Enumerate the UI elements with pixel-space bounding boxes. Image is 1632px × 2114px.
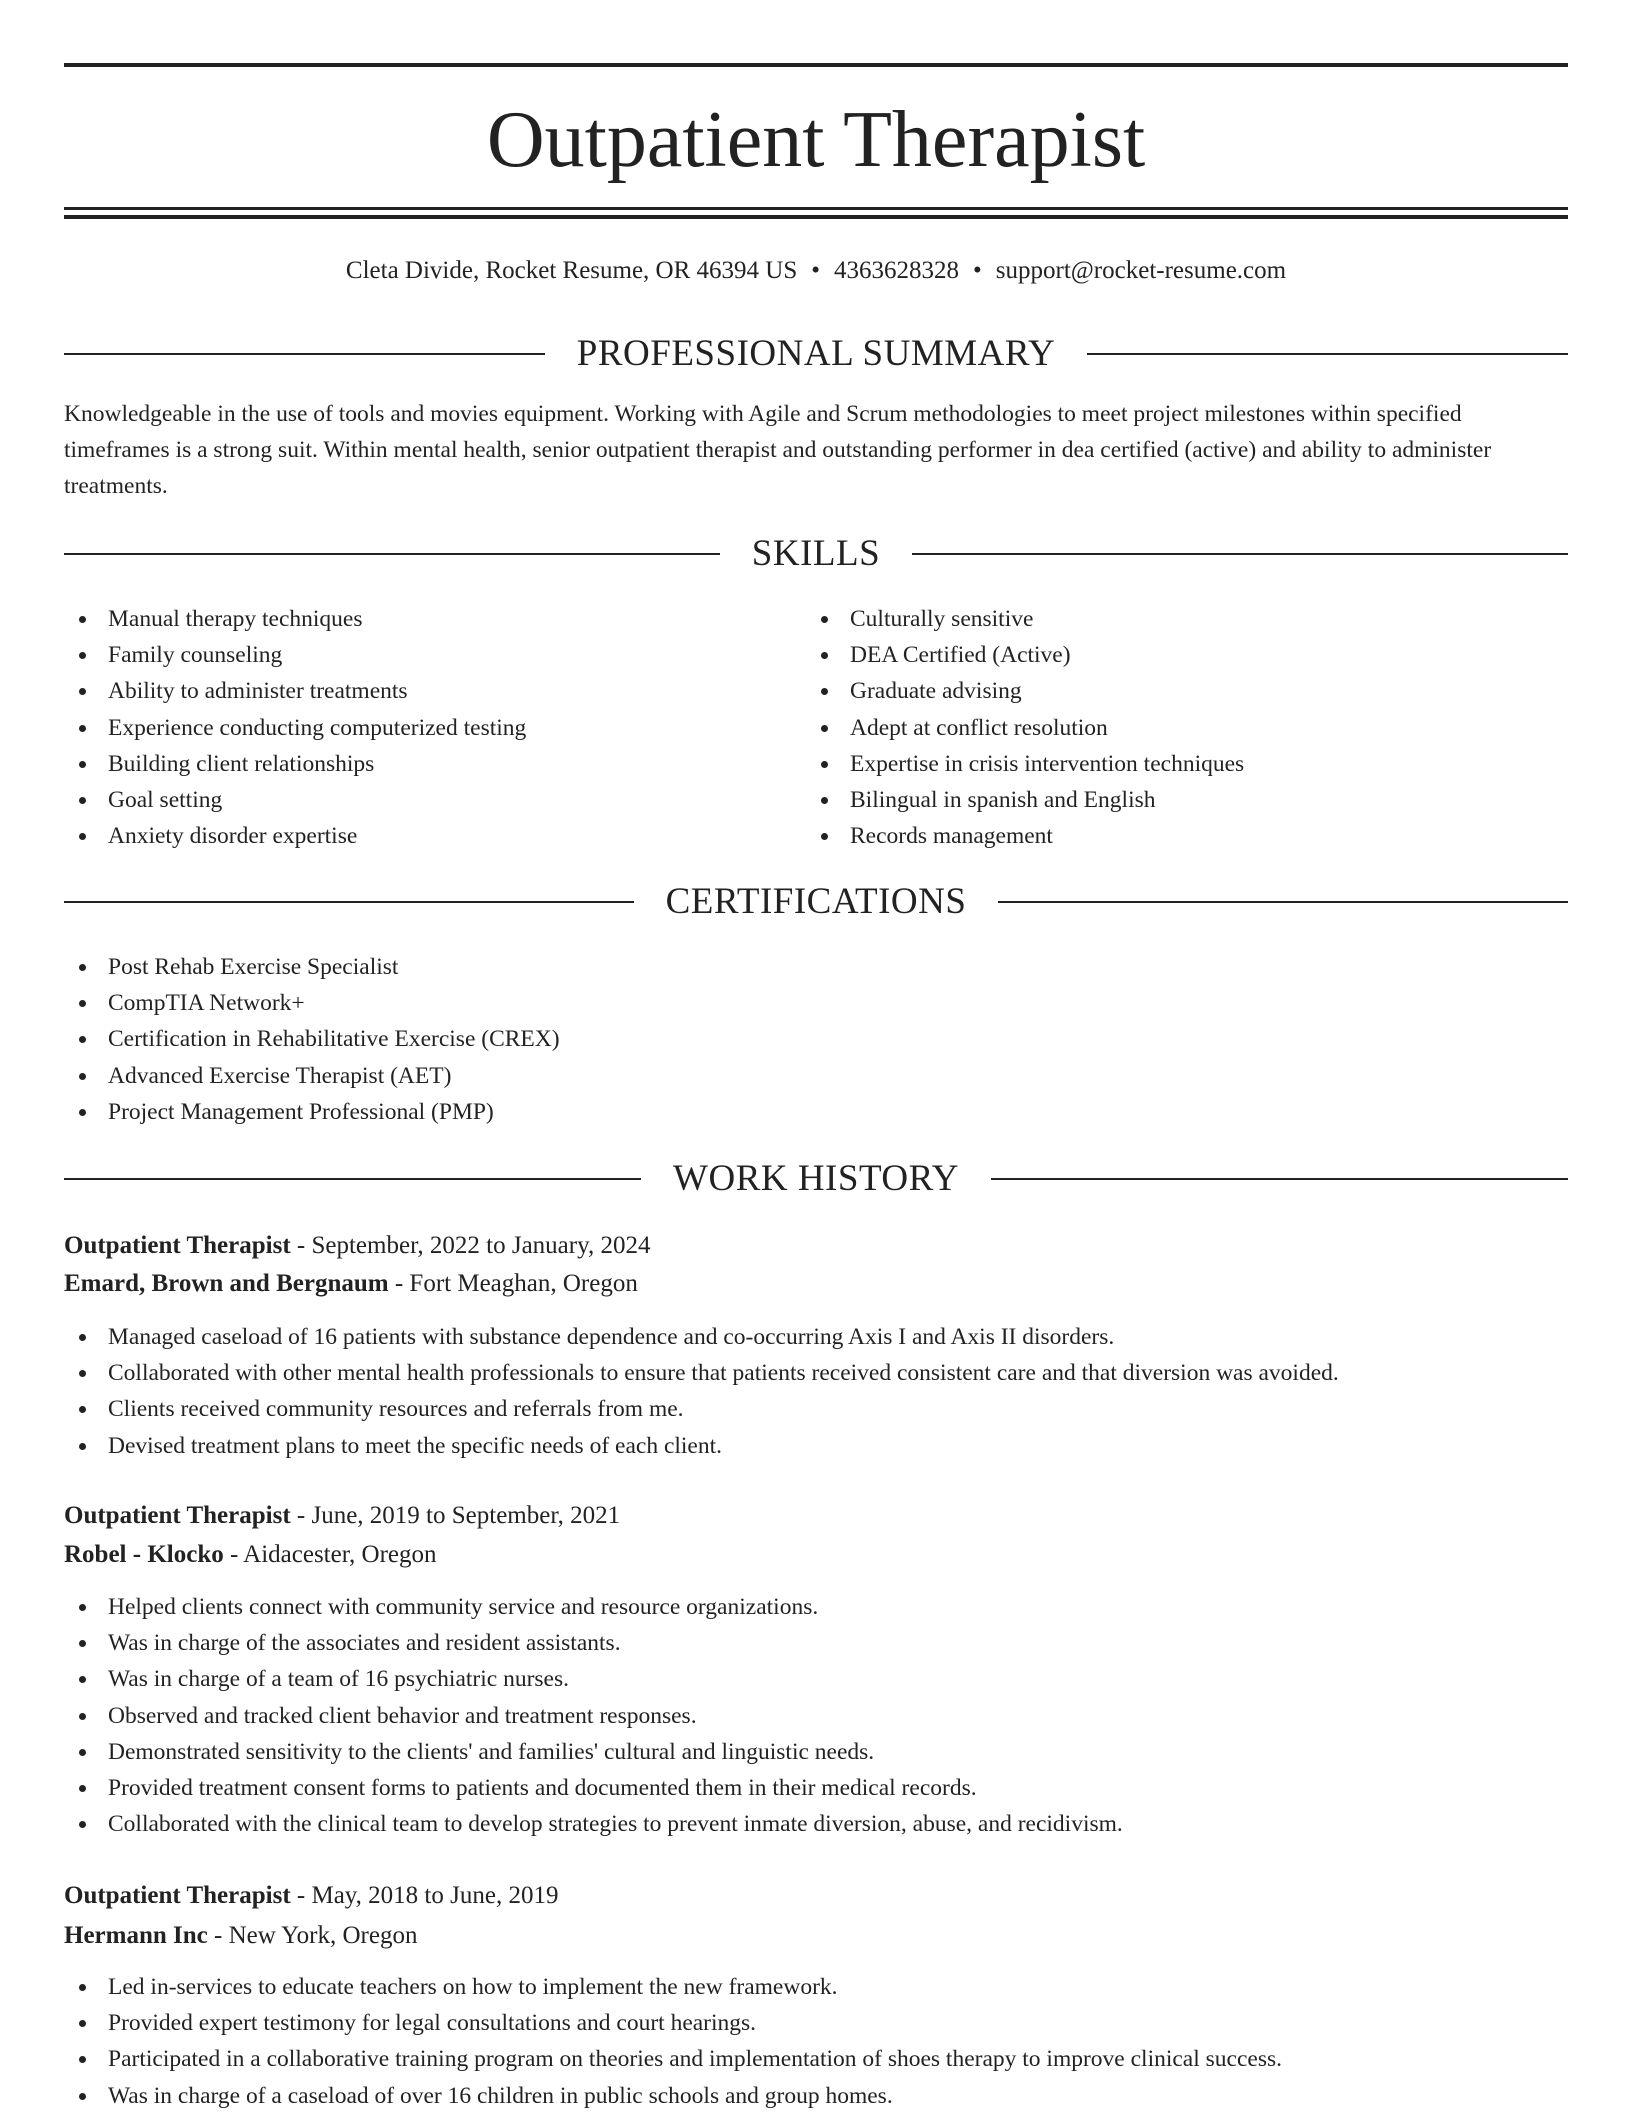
section-divider [1087,353,1568,355]
certification-item: Advanced Exercise Therapist (AET) [64,1058,1568,1094]
section-divider [64,1178,641,1180]
job-company: Robel - Klocko [64,1541,224,1568]
skill-item: Bilingual in spanish and English [806,782,1566,818]
job-title-line [64,1498,1568,1534]
job-title: Outpatient Therapist [64,1882,291,1909]
contact-separator: • [973,257,982,284]
work-heading: WORK HISTORY [673,1158,959,1199]
job-location: - Fort Meaghan, Oregon [388,1270,638,1297]
job-bullet: Clients received community resources and referrals from me. [64,1391,1568,1427]
skill-item: Family counseling [64,637,804,673]
job-title-line [64,1228,1568,1264]
contact-email: support@rocket-resume.com [995,257,1287,284]
job-bullet: Devised treatment plans to meet the specific needs of each client. [64,1428,1568,1464]
job-bullet: Demonstrated sensitivity to the clients' and families' cultural and linguistic needs. [64,1734,1568,1770]
skills-section-header [64,532,1568,576]
skill-item: Goal setting [64,782,804,818]
job-company: Hermann Inc [64,1922,208,1949]
job-bullets [64,1589,1568,1842]
skills-heading: SKILLS [751,533,881,574]
job-company-line [64,1537,1568,1573]
job-title: Outpatient Therapist [64,1502,291,1529]
contact-separator: • [811,257,821,284]
job-bullet: Provided treatment consent forms to patients and documented them in their medical records. [64,1770,1568,1806]
job-company-line [64,1266,1568,1302]
job-title: Outpatient Therapist [64,1232,291,1259]
job-bullet: Was in charge of a caseload of over 16 children in public schools and group homes. [64,2078,1568,2114]
summary-text: Knowledgeable in the use of tools and movies equipment. Working with Agile and Scrum methodologies to meet project milestones within specified timeframes is a strong suit. Within mental health, senior outpatient therapist and outstanding performer in dea certified (active) and ability to administer treatments. [64,401,1492,499]
certification-item: Project Management Professional (PMP) [64,1094,1568,1130]
section-divider [991,1178,1568,1180]
skills-list-left [64,601,804,854]
skill-item: Manual therapy techniques [64,601,804,637]
job-bullets [64,1319,1568,1464]
skill-item: Records management [806,818,1566,854]
certification-item: Certification in Rehabilitative Exercise (CREX) [64,1021,1568,1057]
certification-item: CompTIA Network+ [64,985,1568,1021]
skill-item: Ability to administer treatments [64,673,804,709]
skill-item: Expertise in crisis intervention techniques [806,746,1566,782]
section-divider [64,353,545,355]
section-divider [64,901,634,903]
job-bullet: Led in-services to educate teachers on how to implement the new framework. [64,1969,1568,2005]
job-bullet: Collaborated with the clinical team to develop strategies to prevent inmate diversion, abuse, and recidivism. [64,1806,1568,1842]
job-bullet: Managed caseload of 16 patients with substance dependence and co-occurring Axis I and Axis II disorders. [64,1319,1568,1355]
skill-item: Adept at conflict resolution [806,710,1566,746]
contact-address: Cleta Divide, Rocket Resume, OR 46394 US [345,257,798,284]
work-section-header [64,1157,1568,1201]
certifications-heading: CERTIFICATIONS [665,881,967,922]
header-double-rule [64,207,1568,219]
job-bullet: Observed and tracked client behavior and treatment responses. [64,1698,1568,1734]
summary-heading: PROFESSIONAL SUMMARY [576,333,1056,374]
skill-item: Culturally sensitive [806,601,1566,637]
job-company-line [64,1918,1568,1954]
certifications-list [64,949,1568,1130]
job-bullet: Was in charge of a team of 16 psychiatric nurses. [64,1661,1568,1697]
section-divider [64,553,720,555]
skill-item: Graduate advising [806,673,1566,709]
job-dates: - September, 2022 to January, 2024 [290,1232,651,1259]
certification-item: Post Rehab Exercise Specialist [64,949,1568,985]
job-location: - New York, Oregon [207,1922,418,1949]
summary-section-header [64,332,1568,376]
job-title-line [64,1878,1568,1914]
job-company: Emard, Brown and Bergnaum [64,1270,389,1297]
job-bullet: Was in charge of the associates and resident assistants. [64,1625,1568,1661]
job-dates: - June, 2019 to September, 2021 [290,1502,621,1529]
skill-item: Building client relationships [64,746,804,782]
job-bullet: Participated in a collaborative training program on theories and implementation of shoes therapy to improve clinical success. [64,2041,1568,2077]
skill-item: DEA Certified (Active) [806,637,1566,673]
job-dates: - May, 2018 to June, 2019 [290,1882,559,1909]
section-divider [998,901,1568,903]
skill-item: Experience conducting computerized testing [64,710,804,746]
skills-list-right [806,601,1566,854]
header-top-rule [64,63,1568,67]
skill-item: Anxiety disorder expertise [64,818,804,854]
job-bullet: Helped clients connect with community service and resource organizations. [64,1589,1568,1625]
job-bullets [64,1969,1568,2114]
contact-line [64,254,1568,288]
job-bullet: Collaborated with other mental health professionals to ensure that patients received consistent care and that diversion was avoided. [64,1355,1568,1391]
resume-title: Outpatient Therapist [486,96,1146,184]
contact-phone: 4363628328 [834,257,960,284]
job-location: - Aidacester, Oregon [223,1541,437,1568]
job-bullet: Provided expert testimony for legal consultations and court hearings. [64,2005,1568,2041]
certifications-section-header [64,880,1568,924]
section-divider [912,553,1568,555]
